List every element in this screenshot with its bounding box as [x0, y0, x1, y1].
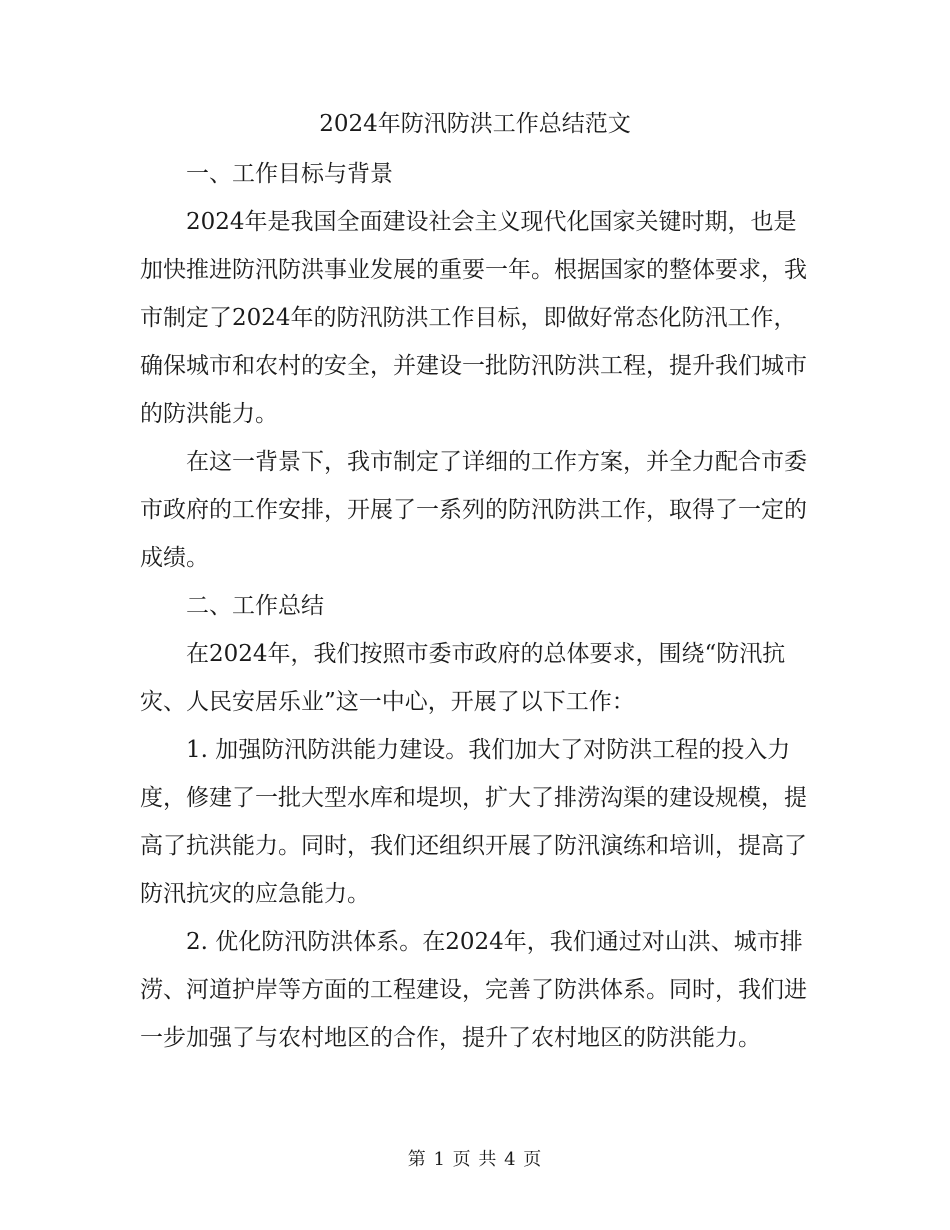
- list-item-1: 1. 加强防汛防洪能力建设。我们加大了对防洪工程的投入力度，修建了一批大型水库和堤坝，扩大了排涝沟渠的建设规模，提高了抗洪能力。同时，我们还组织开展了防汛演练和培训，提高了防汛抗灾的应急能力。: [140, 737, 807, 907]
- document-body: [140, 150, 810, 1062]
- paragraph-summary-intro: 在2024年，我们按照市委市政府的总体要求，围绕“防汛抗灾、人民安居乐业”这一中心，开展了以下工作：: [140, 641, 786, 715]
- section-heading-2: 二、工作总结: [186, 593, 324, 619]
- document-title: 2024年防汛防洪工作总结范文: [319, 111, 631, 137]
- paragraph-background: 2024年是我国全面建设社会主义现代化国家关键时期，也是加快推进防汛防洪事业发展的重要一年。根据国家的整体要求，我市制定了2024年的防汛防洪工作目标，即做好常态化防汛工作，确保城市和农村的安全，并建设一批防汛防洪工程，提升我们城市的防洪能力。: [140, 209, 807, 427]
- page-number-footer: 第 1 页 共 4 页: [407, 1149, 543, 1170]
- list-item-2: 2. 优化防汛防洪体系。在2024年，我们通过对山洪、城市排涝、河道护岸等方面的工程建设，完善了防洪体系。同时，我们进一步加强了与农村地区的合作，提升了农村地区的防洪能力。: [140, 929, 807, 1051]
- paragraph-context: 在这一背景下，我市制定了详细的工作方案，并全力配合市委市政府的工作安排，开展了一系列的防汛防洪工作，取得了一定的成绩。: [140, 449, 807, 571]
- section-heading-1: 一、工作目标与背景: [186, 161, 393, 187]
